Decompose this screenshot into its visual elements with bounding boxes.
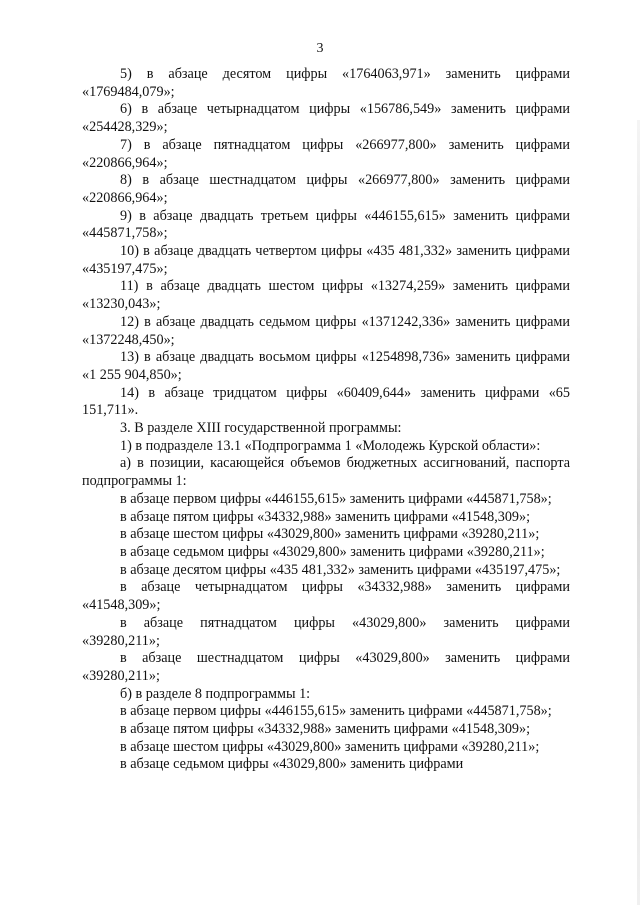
paragraph: в абзаце седьмом цифры «43029,800» заменить цифрами	[120, 756, 464, 773]
section-heading: 3. В разделе XIII государственной программы:	[120, 420, 402, 437]
paragraph: б) в разделе 8 подпрограммы 1:	[120, 685, 311, 702]
paragraph: 7) в абзаце пятнадцатом цифры «266977,800» заменить цифрами «220866,964»;	[82, 136, 570, 171]
paragraph: а) в позиции, касающейся объемов бюджетных ассигнований, паспорта подпрограммы 1:	[82, 455, 570, 490]
paragraph: в абзаце шестнадцатом цифры «43029,800» заменить цифрами «39280,211»;	[82, 650, 570, 684]
paragraph: 13) в абзаце двадцать восьмом цифры «1254898,736» заменить цифрами «1 255 904,850»;	[82, 349, 570, 383]
paragraph: 1) в подразделе 13.1 «Подпрограмма 1 «Молодежь Курской области»:	[120, 437, 541, 454]
paragraph: 9) в абзаце двадцать третьем цифры «446155,615» заменить цифрами «445871,758»;	[82, 207, 570, 242]
paragraph: в абзаце пятом цифры «34332,988» заменить цифрами «41548,309»;	[120, 721, 531, 738]
paragraph: 6) в абзаце четырнадцатом цифры «156786,549» заменить цифрами «254428,329»;	[82, 101, 570, 136]
paragraph: 5) в абзаце десятом цифры «1764063,971» заменить цифрами «1769484,079»;	[82, 66, 570, 100]
paragraph: в абзаце первом цифры «446155,615» заменить цифрами «445871,758»;	[120, 490, 552, 507]
paragraph: в абзаце четырнадцатом цифры «34332,988» заменить цифрами «41548,309»;	[82, 579, 570, 614]
paragraph: в абзаце пятом цифры «34332,988» заменить цифрами «41548,309»;	[120, 508, 531, 525]
paragraph: в абзаце десятом цифры «435 481,332» заменить цифрами «435197,475»;	[120, 561, 561, 578]
paragraph: 8) в абзаце шестнадцатом цифры «266977,800» заменить цифрами «220866,964»;	[82, 172, 570, 206]
paragraph: 11) в абзаце двадцать шестом цифры «13274,259» заменить цифрами «13230,043»;	[82, 278, 570, 313]
paragraph: в абзаце первом цифры «446155,615» заменить цифрами «445871,758»;	[120, 703, 552, 720]
paragraph: в абзаце шестом цифры «43029,800» заменить цифрами «39280,211»;	[120, 526, 540, 543]
paragraph: в абзаце пятнадцатом цифры «43029,800» заменить цифрами «39280,211»;	[82, 614, 570, 649]
paragraph: 12) в абзаце двадцать седьмом цифры «1371242,336» заменить цифрами «1372248,450»;	[82, 313, 570, 348]
paragraph: 10) в абзаце двадцать четвертом цифры «435 481,332» заменить цифрами «435197,475»;	[82, 243, 570, 277]
document-body	[82, 66, 570, 774]
paragraph: в абзаце седьмом цифры «43029,800» заменить цифрами «39280,211»;	[120, 543, 545, 560]
page-number: 3	[316, 41, 324, 56]
paragraph: в абзаце шестом цифры «43029,800» заменить цифрами «39280,211»;	[120, 738, 540, 755]
paragraph: 14) в абзаце тридцатом цифры «60409,644» заменить цифрами «65 151,711».	[82, 384, 570, 419]
